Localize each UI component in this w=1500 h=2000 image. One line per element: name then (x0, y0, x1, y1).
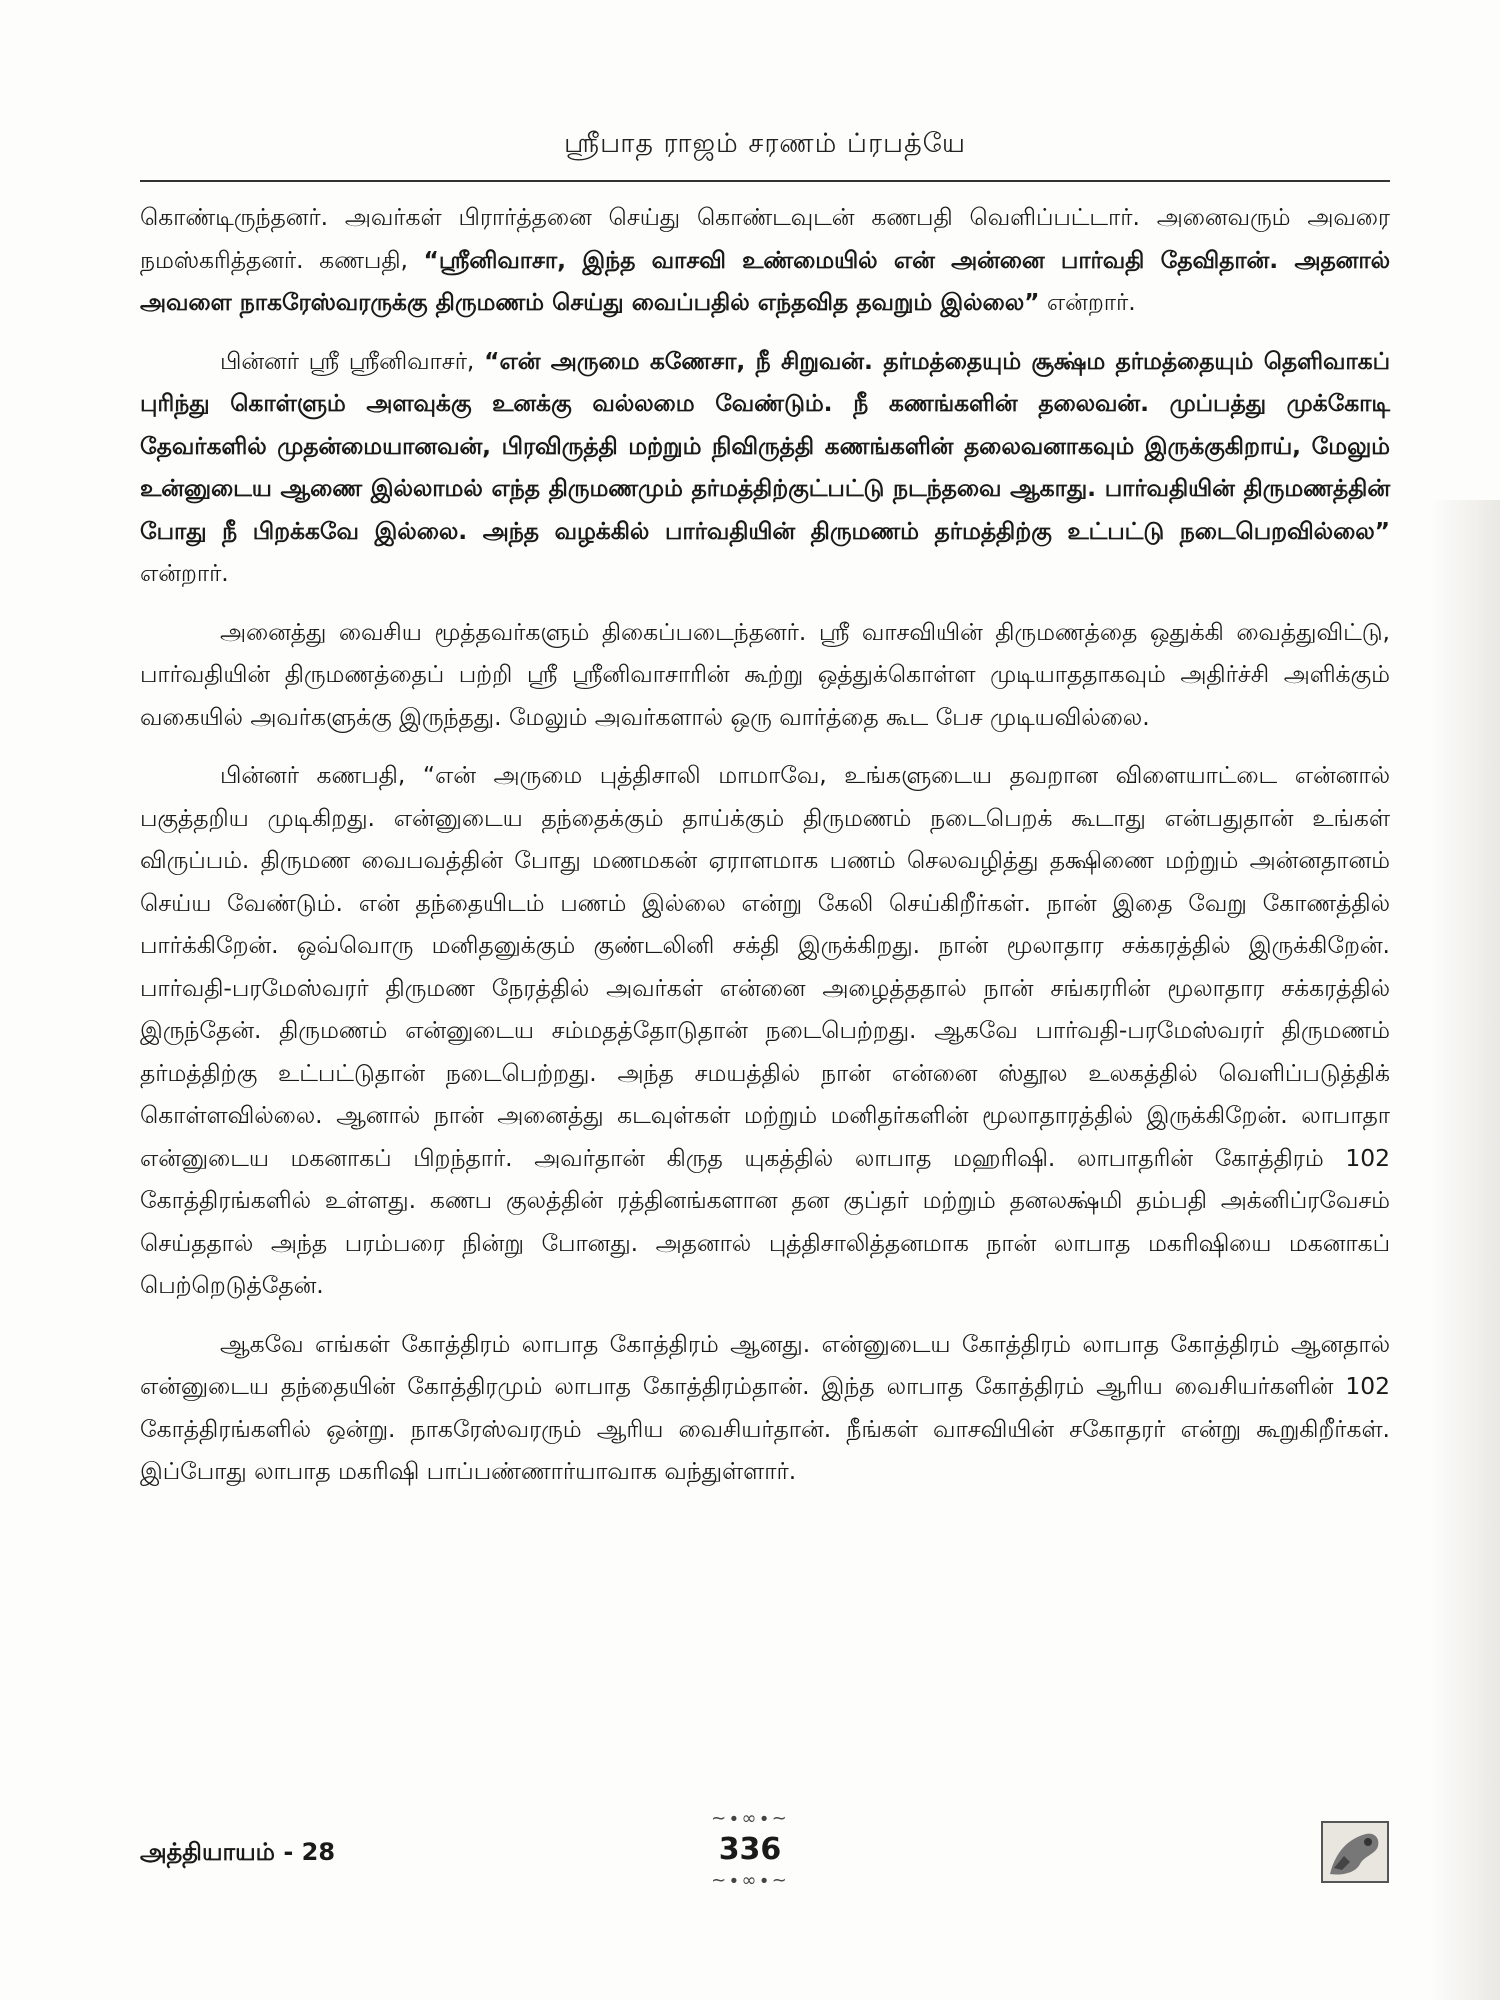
page-edge-shadow (1430, 500, 1500, 2000)
paragraph (140, 1323, 1390, 1493)
paragraph (140, 754, 1390, 1307)
paragraph (140, 340, 1390, 595)
paragraph-text: பின்னர் கணபதி, “என் அருமை புத்திசாலி மாமாவே, உங்களுடைய தவறான விளையாட்டை என்னால் பகுத்தறிய முடிகிறது. என்னுடைய தந்தைக்கும் தாய்க்கும் திருமணம் நடைபெறக் கூடாது என்பதுதான் உங்கள் விருப்பம். திருமண வைபவத்தின் போது மணமகன் ஏராளமாக பணம் செலவழித்து தக்ஷிணை மற்றும் அன்னதானம் செய்ய வேண்டும். என் தந்தையிடம் பணம் இல்லை என்று கேலி செய்கிறீர்கள். நான் இதை வேறு கோணத்தில் பார்க்கிறேன். ஒவ்வொரு மனிதனுக்கும் குண்டலினி சக்தி இருக்கிறது. நான் மூலாதார சக்கரத்தில் இருக்கிறேன். பார்வதி-பரமேஸ்வரர் திருமண நேரத்தில் அவர்கள் என்னை அழைத்ததால் நான் சங்கரரின் மூலாதார சக்கரத்தில் இருந்தேன். திருமணம் என்னுடைய சம்மதத்தோடுதான் நடைபெற்றது. ஆகவே பார்வதி-பரமேஸ்வரர் திருமணம் தர்மத்திற்கு உட்பட்டுதான் நடைபெற்றது. அந்த சமயத்தில் நான் என்னை ஸ்தூல உலகத்தில் வெளிப்படுத்திக் கொள்ளவில்லை. ஆனால் நான் அனைத்து கடவுள்கள் மற்றும் மனிதர்களின் மூலாதாரத்தில் இருக்கிறேன். லாபாதா என்னுடைய மகனாகப் பிறந்தார். அவர்தான் கிருத யுகத்தில் லாபாத மஹரிஷி. லாபாதரின் கோத்திரம் 102 கோத்திரங்களில் உள்ளது. கணப குலத்தின் ரத்தினங்களான தன குப்தர் மற்றும் தனலக்ஷ்மி தம்பதி அக்னிப்ரவேசம் செய்ததால் அந்த பரம்பரை நின்று போனது. அதனால் புத்திசாலித்தனமாக நான் லாபாத மகரிஷியை மகனாகப் பெற்றெடுத்தேன். (140, 761, 1390, 1299)
chapter-label: அத்தியாயம் - 28 (140, 1838, 336, 1866)
paragraph (140, 196, 1390, 324)
ornament-top: ~∙∞∙~ (711, 1808, 789, 1829)
paragraph-text: பின்னர் ஸ்ரீ ஸ்ரீனிவாசர், (220, 346, 485, 375)
paragraph-bold-quote: “ஸ்ரீனிவாசா, இந்த வாசவி உண்மையில் என் அன்னை பார்வதி தேவிதான். அதனால் அவளை நாகரேஸ்வரருக்கு திருமணம் செய்து வைப்பதில் எந்தவித தவறும் இல்லை” (140, 245, 1390, 316)
paragraph-bold-quote: “என் அருமை கணேசா, நீ சிறுவன். தர்மத்தையும் சூக்ஷ்ம தர்மத்தையும் தெளிவாகப் புரிந்து கொள்ளும் அளவுக்கு உனக்கு வல்லமை வேண்டும். நீ கணங்களின் தலைவன். முப்பத்து முக்கோடி தேவர்களில் முதன்மையானவன், பிரவிருத்தி மற்றும் நிவிருத்தி கணங்களின் தலைவனாகவும் இருக்குகிறாய், மேலும் உன்னுடைய ஆணை இல்லாமல் எந்த திருமணமும் தர்மத்திற்குட்பட்டு நடந்தவை ஆகாது. பார்வதியின் திருமணத்தின் போது நீ பிறக்கவே இல்லை. அந்த வழக்கில் பார்வதியின் திருமணம் தர்மத்திற்கு உட்பட்டு நடைபெறவில்லை” (140, 346, 1390, 545)
body-text (140, 196, 1390, 1509)
header-divider (140, 180, 1390, 182)
emblem-icon (1320, 1820, 1390, 1884)
paragraph (140, 611, 1390, 739)
paragraph-text: ஆகவே எங்கள் கோத்திரம் லாபாத கோத்திரம் ஆனது. என்னுடைய கோத்திரம் லாபாத கோத்திரம் ஆனதால் என்னுடைய தந்தையின் கோத்திரமும் லாபாத கோத்திரம்தான். இந்த லாபாத கோத்திரம் ஆரிய வைசியர்களின் 102 கோத்திரங்களில் ஒன்று. நாகரேஸ்வரரும் ஆரிய வைசியர்தான். நீங்கள் வாசவியின் சகோதரர் என்று கூறுகிறீர்கள். இப்போது லாபாத மகரிஷி பாப்பண்ணார்யாவாக வந்துள்ளார். (140, 1329, 1390, 1485)
page-number: 336 (718, 1832, 782, 1867)
ornament-bottom: ~∙∞∙~ (711, 1870, 789, 1891)
paragraph-text: என்றார். (1039, 288, 1136, 316)
running-header-title: ஸ்ரீபாத ராஜம் சரணம் ப்ரபத்யே (564, 128, 966, 159)
paragraph-text: என்றார். (140, 559, 229, 587)
paragraph-text: கொண்டிருந்தனர். அவர்கள் பிரார்த்தனை செய்து கொண்டவுடன் கணபதி வெளிப்பட்டார். அனைவரும் அவரை நமஸ்கரித்தனர். கணபதி, (140, 203, 1390, 274)
paragraph-text: அனைத்து வைசிய மூத்தவர்களும் திகைப்படைந்தனர். ஸ்ரீ வாசவியின் திருமணத்தை ஒதுக்கி வைத்துவிட்டு, பார்வதியின் திருமணத்தைப் பற்றி ஸ்ரீ ஸ்ரீனிவாசாரின் கூற்று ஒத்துக்கொள்ள முடியாததாகவும் அதிர்ச்சி அளிக்கும் வகையில் அவர்களுக்கு இருந்தது. மேலும் அவர்களால் ஒரு வார்த்தை கூட பேச முடியவில்லை. (140, 617, 1390, 731)
page-number-block (650, 1808, 850, 1892)
